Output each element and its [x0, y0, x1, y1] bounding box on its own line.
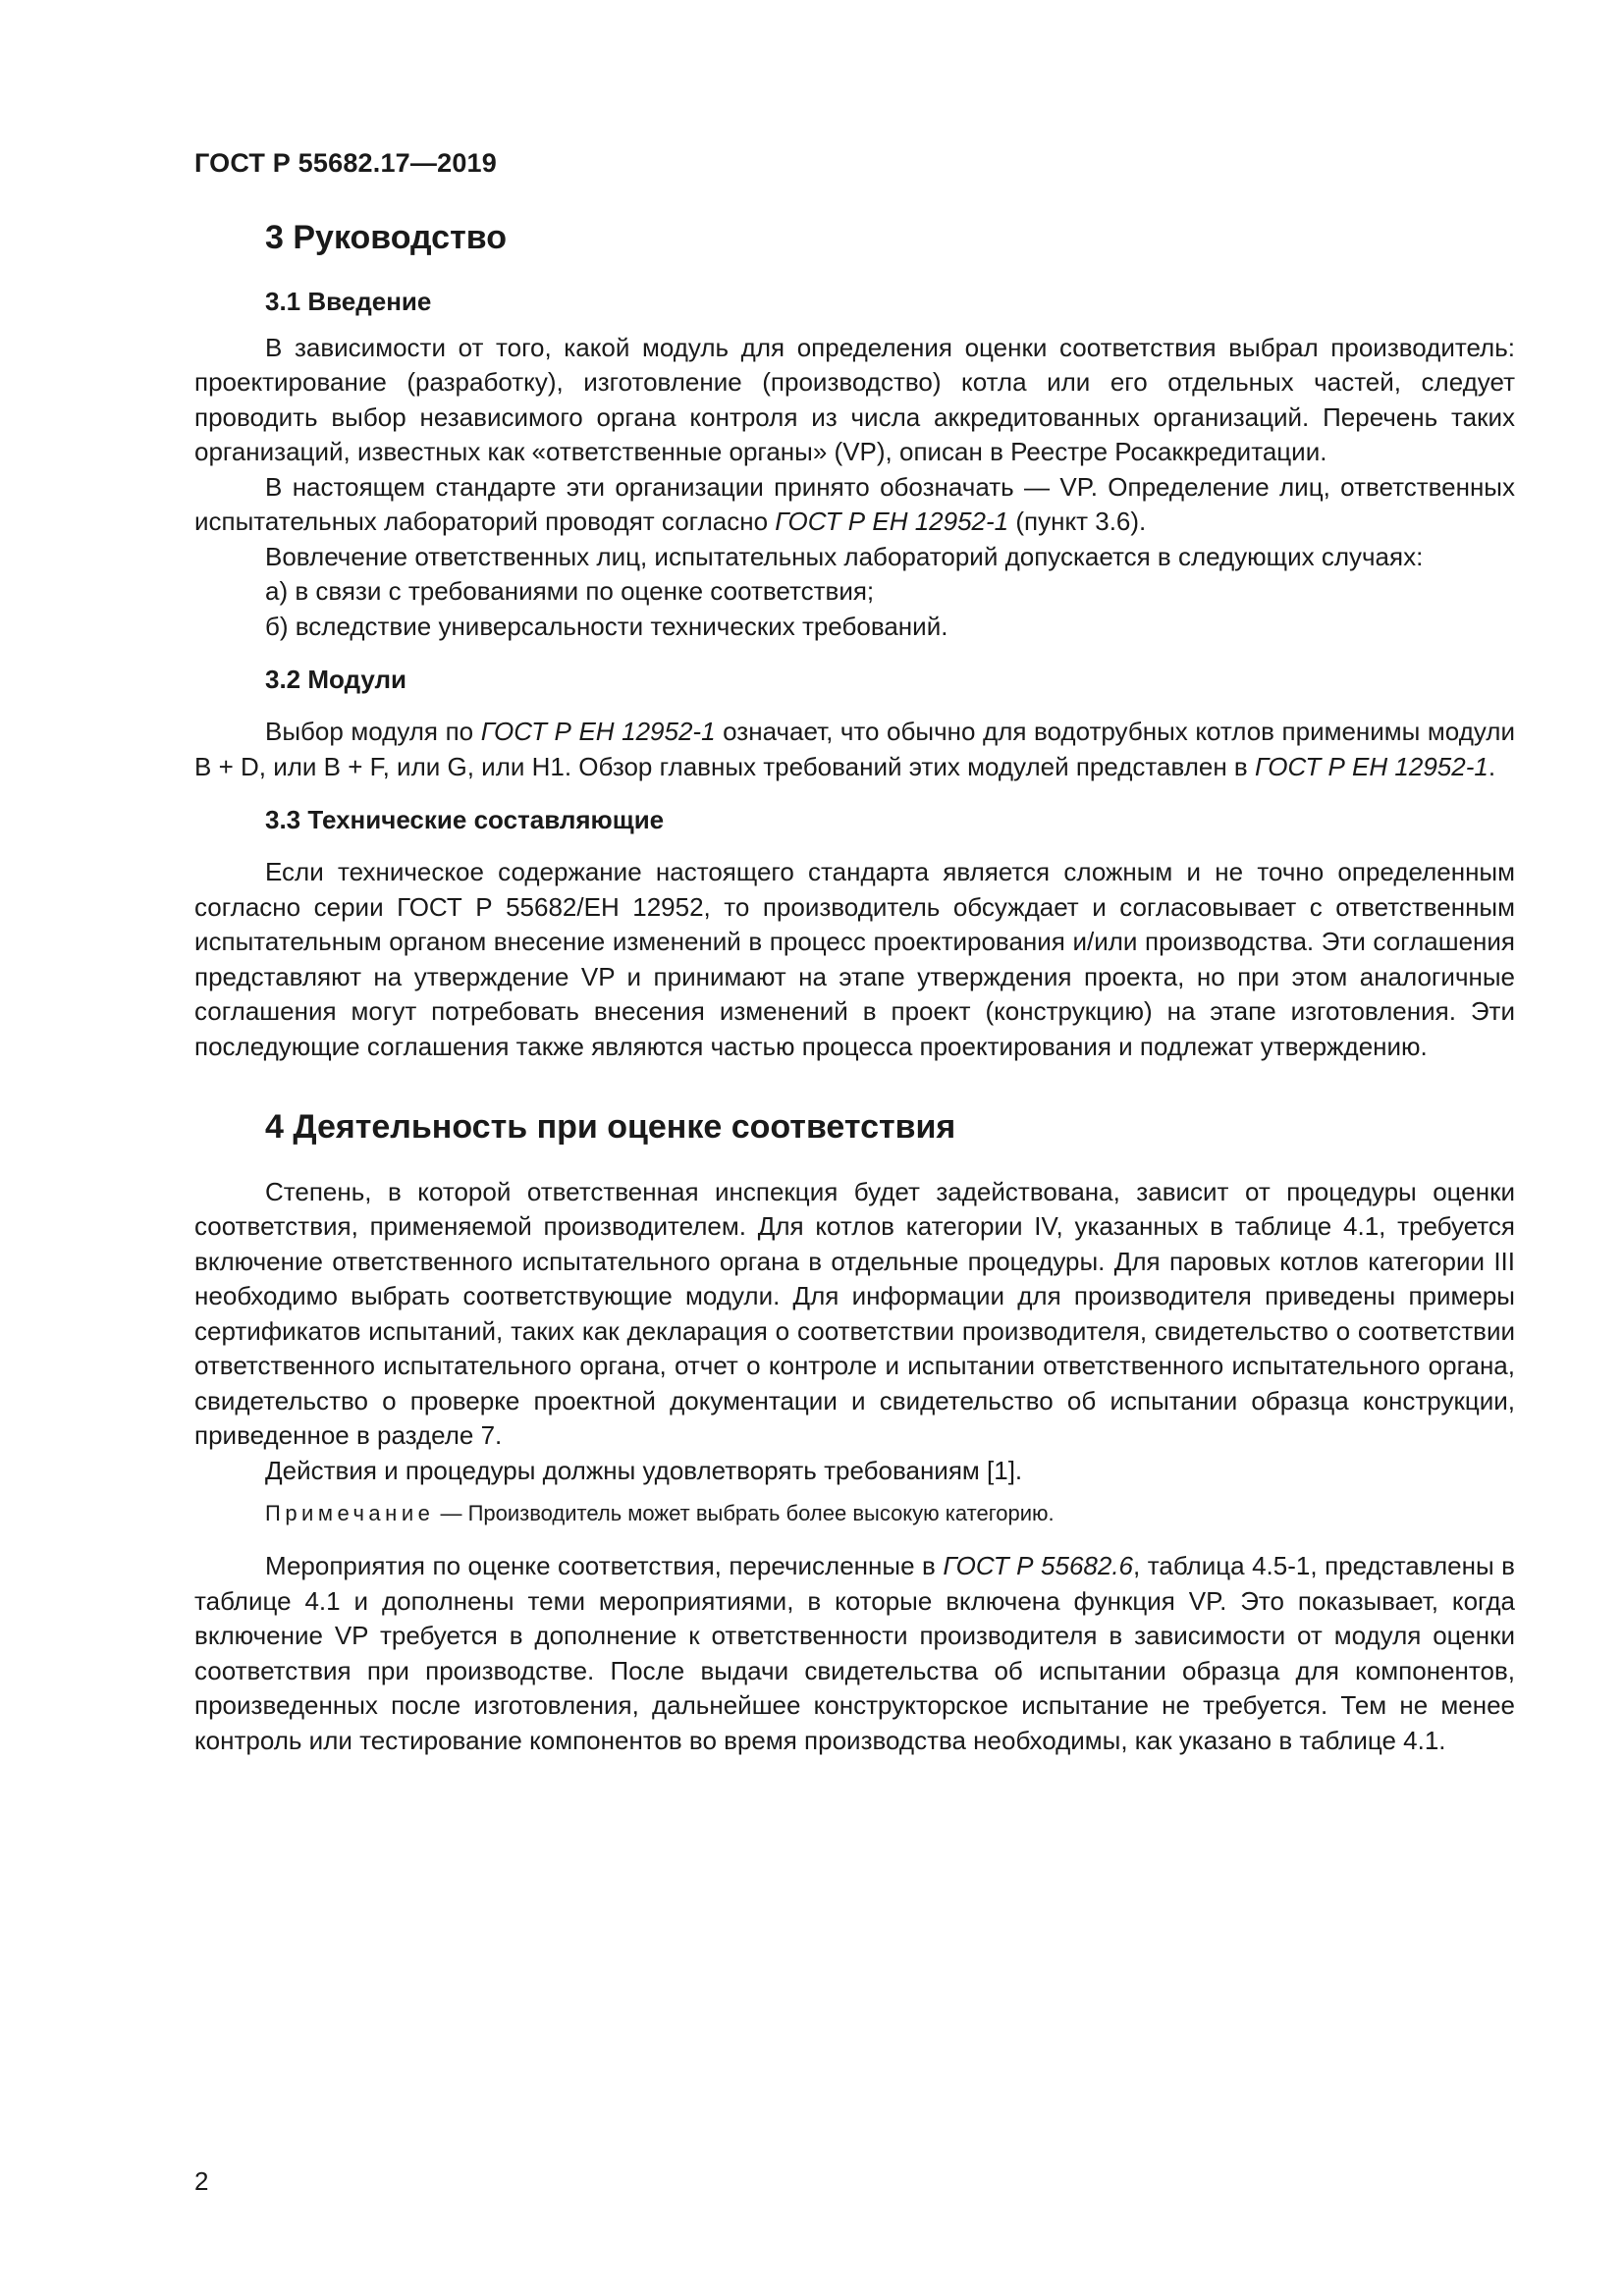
paragraph: Действия и процедуры должны удовлетворять требованиям [1].: [265, 1455, 1023, 1485]
paragraph: [194, 1549, 1515, 1758]
paragraph-text: В настоящем стандарте эти организации принято обозначать — VP. Определение лиц, ответственных испытательных лабораторий проводят согласно: [194, 471, 1515, 537]
paragraph-text: означает, что обычно для водотрубных котлов применимы модули B + D, или B + F, или G, или H1. Обзор главных требований этих модулей представлен в: [194, 717, 1515, 781]
paragraph-text: Выбор модуля по: [265, 717, 481, 747]
note-text: — Производитель может выбрать более высокую категорию.: [434, 1501, 1055, 1526]
subsection-3-1-title: 3.1 Введение: [265, 287, 432, 317]
paragraph: Если техническое содержание настоящего стандарта является сложным и не точно определенным согласно серии ГОСТ Р 55682/ЕН 12952, то производитель обсуждает и согласовывает с ответственным испытательным органом внесение изменений в процесс проектирования и/или производства. Эти соглашения представляют на утверждение VP и принимают на этапе утверждения проекта, но при этом аналогичные соглашения могут потребовать внесения изменений в проект (конструкцию) на этапе изготовления. Эти последующие соглашения также являются частью процесса проектирования и подлежат утверждению.: [194, 857, 1515, 1061]
note: [265, 1498, 1515, 1529]
note-label: Примечание: [265, 1501, 435, 1526]
paragraph: [194, 470, 1515, 540]
paragraph-text: (пункт 3.6).: [1008, 507, 1147, 537]
document-page: [194, 147, 1515, 1758]
standard-reference: ГОСТ Р ЕН 12952-1: [775, 507, 1009, 537]
section-3-title: 3 Руководство: [265, 219, 507, 257]
paragraph-text: .: [1488, 751, 1496, 781]
paragraph: Вовлечение ответственных лиц, испытательных лабораторий допускается в следующих случаях:: [265, 541, 1424, 571]
standard-reference: ГОСТ Р 55682.6: [943, 1551, 1134, 1581]
list-item: б) вследствие универсальности технических требований.: [265, 611, 948, 641]
standard-header: ГОСТ Р 55682.17—2019: [194, 148, 497, 178]
page-number: 2: [194, 2166, 209, 2196]
subsection-3-3-title: 3.3 Технические составляющие: [265, 805, 665, 835]
paragraph: [194, 715, 1515, 784]
paragraph: В зависимости от того, какой модуль для определения оценки соответствия выбрал производитель: проектирование (разработку), изготовление (производство) котла или его отдельных частей, следует проводить выбор независимого органа контроля из числа аккредитованных организаций. Перечень таких организаций, известных как «ответственные органы» (VP), описан в Реестре Росаккредитации.: [194, 332, 1515, 467]
section-4-title: 4 Деятельность при оценке соответствия: [265, 1108, 956, 1147]
paragraph-text: Мероприятия по оценке соответствия, перечисленные в: [265, 1551, 944, 1581]
subsection-3-2-title: 3.2 Модули: [265, 665, 407, 695]
list-item: а) в связи с требованиями по оценке соответствия;: [265, 576, 875, 607]
paragraph: Степень, в которой ответственная инспекция будет задействована, зависит от процедуры оценки соответствия, применяемой производителем. Для котлов категории IV, указанных в таблице 4.1, требуется включение ответственного испытательного органа в отдельные процедуры. Для паровых котлов категории III необходимо выбрать соответствующие модули. Для информации для производителя приведены примеры сертификатов испытаний, таких как декларация о соответствии производителя, свидетельство о соответствии ответственного испытательного органа, отчет о контроле и испытании ответственного испытательного органа, свидетельство о проверке проектной документации и свидетельство об испытании образца конструкции, приведенное в разделе 7.: [194, 1176, 1515, 1451]
standard-reference: ГОСТ Р ЕН 12952-1: [480, 717, 716, 747]
standard-reference: ГОСТ Р ЕН 12952-1: [1254, 751, 1489, 781]
paragraph-text: , таблица 4.5-1, представлены в таблице 4.1 и дополнены теми мероприятиями, в которые включена функция VP. Это показывает, когда включение VP требуется в дополнение к ответственности производителя в зависимости от модуля оценки соответствия при производстве. После выдачи свидетельства об испытании образца для компонентов, произведенных после изготовления, дальнейшее конструкторское испытание не требуется. Тем не менее контроль или тестирование компонентов во время производства необходимы, как указано в таблице 4.1.: [194, 1551, 1515, 1755]
